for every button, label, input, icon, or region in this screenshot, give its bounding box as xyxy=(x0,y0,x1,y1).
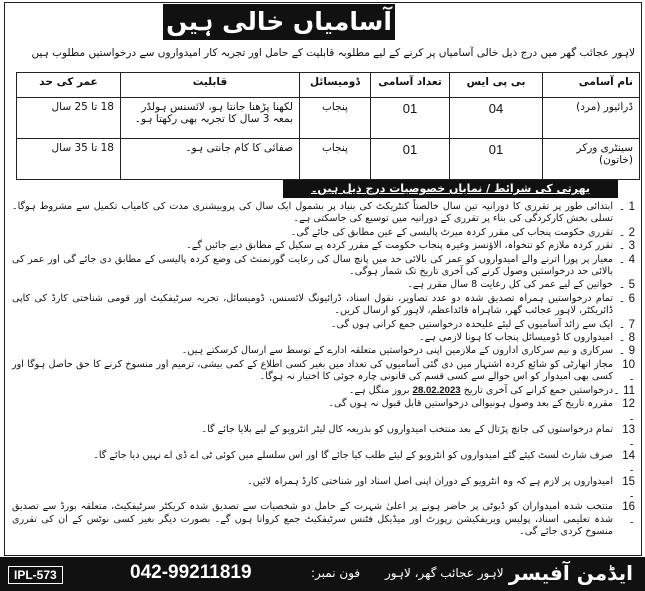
list-item xyxy=(12,345,635,357)
officer-title: ایڈمن آفیسر xyxy=(508,561,633,585)
item-text: مجاز اتھارٹی کو شائع کردہ اشتہار میں دی گئی آسامیوں کی تعداد میں بغیر کسی اطلاع کے کمی بیشی، ترمیم اور منسوخ کرنے کا حق حاصل ہوگا اور کسی بھی امیدوار کو اس حوالے سے کسی قسم کی قانونی چارہ جوئی کا اختیار نہ ہوگا۔ xyxy=(12,358,613,383)
item-number: 15 ۔ xyxy=(622,475,635,500)
deadline-text-before: درخواستیں جمع کرانے کی آخری تاریخ xyxy=(463,384,613,396)
item-text: معیار پر پورا اترنے والے امیدواروں کو عمر کی بالائی حد میں پانچ سال کی رعایت گورنمنٹ کی وضع کردہ پالیسی کے مطابق دی جائے گی اور عمر کی بالائی حد درخواستیں وصول کرنے کی آخری تاریخ تک شمار ہوگی۔ xyxy=(12,253,613,278)
domicile: پنجاب xyxy=(300,139,371,180)
table-header-row xyxy=(17,73,640,98)
list-item xyxy=(12,227,635,239)
item-number: 13 ۔ xyxy=(622,423,635,449)
list-item xyxy=(12,279,635,291)
list-item xyxy=(12,476,635,501)
domicile: پنجاب xyxy=(300,98,371,139)
item-number: 10 ۔ xyxy=(622,358,635,384)
footer-bar xyxy=(0,557,645,591)
item-number: 8 ۔ xyxy=(618,332,635,345)
item-text: تمام درخواستیں ہمراہ تصدیق شدہ دو عدد تصاویر، نقول اسناد، ڈرائیونگ لائسنس، ڈومیسائل، تجربہ سرٹیفکیٹ اور قومی شناختی کارڈ کی کاپی ڈائریکٹر، لاہور عجائب گھر، شاہراہ قائداعظم، لاہور کو ارسال کریں۔ xyxy=(12,292,613,317)
deadline-text-after: بروز منگل ہے۔ xyxy=(348,384,410,396)
item-number: 16 ۔ xyxy=(622,501,635,526)
header-number-of-posts: تعداد آسامی xyxy=(371,73,450,98)
list-item xyxy=(12,332,635,344)
item-number: 6 ۔ xyxy=(618,292,635,305)
intro-text: لاہور عجائب گھر میں درج ذیل خالی آسامیاں پر کرنے کے لیے مطلوبہ قابلیت کے حامل اور تجربہ کار امیدواروں سے درخواستیں مطلوب ہیں xyxy=(31,47,635,59)
list-item xyxy=(12,254,635,279)
deadline-date: 28.02.2023 xyxy=(412,384,461,396)
list-item xyxy=(12,398,635,423)
item-number: 9 ۔ xyxy=(618,345,635,358)
phone-number: 042-99211819 xyxy=(130,562,252,583)
item-text: منتخب شدہ امیدواران کو ڈیوٹی پر حاضر ہونے پر اعلیٰ شہرت کے حامل دو شخصیات سے تصدیق شدہ کریکٹر سرٹیفکیٹ، متعلقہ بورڈ سے تصدیق شدہ تعلیمی اسناد، پولیس ویریفکیشن رپورٹ اور میڈیکل فٹنس سرٹیفکیٹ جمع کروانا ہوں گے۔ بصورت دیگر بغیر کسی نوٹس کے ان کی تقرری منسوخ کردی جائے گی۔ xyxy=(12,501,613,538)
conditions-list xyxy=(12,201,635,540)
post-name: ڈرائیور (مرد) xyxy=(543,98,640,139)
list-item xyxy=(12,240,635,252)
item-number: 3 ۔ xyxy=(618,240,635,253)
post-name: سینٹری ورکر (خاتون) xyxy=(543,139,640,180)
item-text: ایک سے زائد آسامیوں کے لیئے علیحدہ درخواستیں جمع کرانی ہوں گی۔ xyxy=(330,318,613,330)
item-text: تقرری حکومت پنجاب کی مقرر کردہ میرٹ پالیسی کے عین مطابق کی جائے گی۔ xyxy=(290,226,613,238)
table-row xyxy=(17,139,640,180)
item-text: امیدواروں پر لازم ہے کہ وہ انٹرویو کے دوران اپنی اصل اسناد اور شناختی کارڈ ہمراہ لائیں۔ xyxy=(247,475,613,487)
header-post-name: نام آسامی xyxy=(543,73,640,98)
list-item xyxy=(12,319,635,331)
qualification: صفائی کا کام جانتی ہو۔ xyxy=(121,139,300,180)
header-domicile: ڈومیسائل xyxy=(300,73,371,98)
age-limit: 18 تا 35 سال xyxy=(17,139,121,180)
list-item xyxy=(12,501,635,538)
item-text: تقرر کردہ ملازم کو تنخواہ، الاؤنسز وغیرہ پنجاب حکومت کے مقرر کردہ پے سکیل کے مطابق دیے جائیں گے۔ xyxy=(186,240,613,252)
list-item xyxy=(12,293,635,318)
number-of-posts: 01 xyxy=(371,98,450,139)
item-text: امیدواروں کا ڈومیسائل پنجاب کا ہونا لازمی ہے۔ xyxy=(418,332,613,344)
list-item xyxy=(12,385,635,397)
vacancies-table xyxy=(16,72,640,180)
list-item xyxy=(12,424,635,449)
reference-code: IPL-573 xyxy=(8,566,63,584)
conditions-heading: بھرتی کی شرائط / نمایاں خصوصیات درج ذیل ہیں۔ xyxy=(283,180,618,198)
item-text: صرف شارٹ لسٹ کیئے گئے امیدواروں کو انٹرویو کے لیئے طلب کیا جائے گا اور اس سلسلے میں کوئی ٹی اے ڈی اے نہیں دیا جائے گا۔ xyxy=(93,449,613,461)
item-text: سرکاری و نیم سرکاری اداروں کے ملازمین اپنی درخواستیں متعلقہ ادارے کے توسط سے ارسال کرسکتے ہیں۔ xyxy=(181,345,613,357)
item-number: 11 ۔ xyxy=(613,384,635,397)
item-number: 12 ۔ xyxy=(622,398,635,423)
list-item xyxy=(12,359,635,384)
item-number: 5 ۔ xyxy=(618,279,635,292)
qualification: لکھنا پڑھنا جانتا ہو، لائسنس ہولڈر بمعہ 3 سال کا تجربہ بھی رکھتا ہو۔ xyxy=(121,98,300,139)
item-number: 2 ۔ xyxy=(618,226,635,239)
item-text: خواتین کے لیے عمر کی کل رعایت 8 سال مقرر ہے۔ xyxy=(407,279,613,291)
item-number: 7 ۔ xyxy=(618,318,635,331)
header-qualification: قابلیت xyxy=(121,73,300,98)
list-item xyxy=(12,450,635,475)
item-text: ابتدائی طور پر تقرری کا دورانیہ تین سال خالصتاً کنٹریکٹ کی بنیاد پر بشمول ایک سال کی پروبیشنری مدت کی کامیاب تکمیل سے مشروط ہوگا۔ تسلی بخش کارکردگی کی بناء پر تقرری کے دورانیہ میں توسیع کی جاسکتی ہے۔ xyxy=(12,201,613,225)
list-item xyxy=(12,201,635,226)
header-age-limit: عمر کی حد xyxy=(17,73,121,98)
item-text: تمام درخواستوں کی جانچ پڑتال کے بعد منتخب امیدواروں کو بذریعہ کال لیٹر انٹرویو کے لیے بلایا جائے گا۔ xyxy=(201,423,613,435)
bps: 01 xyxy=(450,139,543,180)
ad-title: آسامیاں خالی ہیں xyxy=(163,4,395,40)
item-text xyxy=(12,385,613,397)
address: لاہور عجائب گھر، لاہور xyxy=(385,566,504,580)
item-number: 1 ۔ xyxy=(618,201,635,213)
item-number: 14 ۔ xyxy=(622,449,635,475)
number-of-posts: 01 xyxy=(371,139,450,180)
item-number: 4 ۔ xyxy=(618,253,635,266)
item-text: مقررہ تاریخ کے بعد وصول ہونیوالی درخواستیں قابل قبول نہ ہوں گی۔ xyxy=(328,398,613,410)
header-bps: بی پی ایس xyxy=(450,73,543,98)
age-limit: 18 تا 25 سال xyxy=(17,98,121,139)
table-row xyxy=(17,98,640,139)
bps: 04 xyxy=(450,98,543,139)
phone-label: فون نمبر: xyxy=(311,566,361,580)
